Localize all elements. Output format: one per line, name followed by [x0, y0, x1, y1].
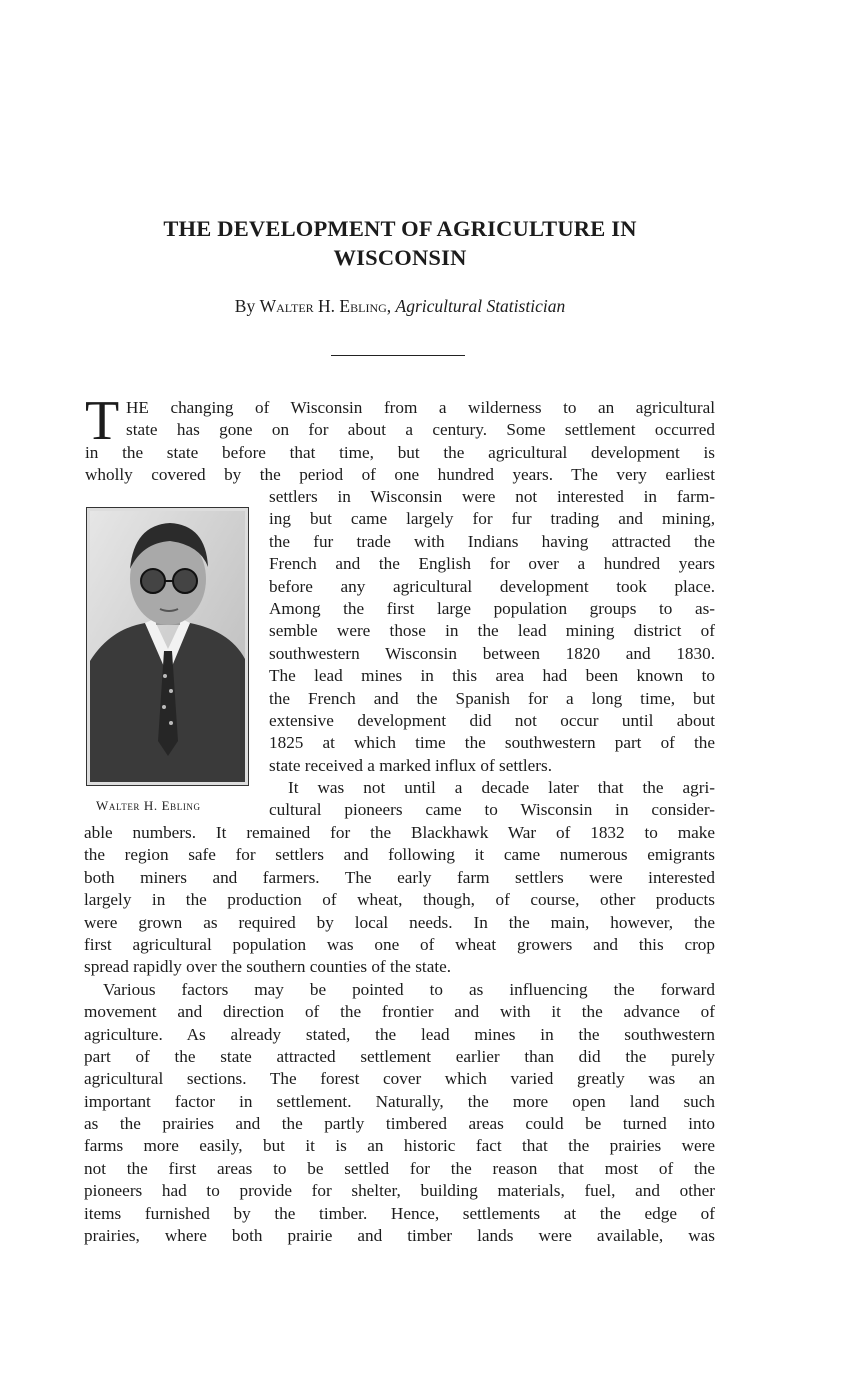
text-line: The lead mines in this area had been known to	[269, 666, 715, 686]
text-line: spread rapidly over the southern counties of the state.	[84, 957, 452, 977]
text-line: the fur trade with Indians having attracted the	[269, 531, 715, 551]
text-line: important factor in settlement. Naturally, the more open land such	[84, 1091, 715, 1111]
author-role: Agricultural Statistician	[395, 296, 566, 316]
text-line: It was not until a decade later that the agri-	[288, 778, 715, 798]
text-line: as the prairies and the partly timbered areas could be turned into	[84, 1114, 715, 1134]
text-line: prairies, where both prairie and timber lands were available, was	[84, 1226, 715, 1246]
text-line: Among the first large population groups to as-	[269, 598, 715, 618]
article-title	[100, 214, 700, 272]
text-line: settlers in Wisconsin were not interested in farm-	[269, 487, 715, 506]
text-line: both miners and farmers. The early farm settlers were interested	[84, 867, 715, 887]
drop-cap: T	[85, 390, 120, 452]
byline-prefix: By	[234, 296, 256, 316]
text-line: able numbers. It remained for the Blackhawk War of 1832 to make	[84, 823, 715, 842]
text-line: pioneers had to provide for shelter, building materials, fuel, and other	[84, 1181, 715, 1201]
paragraph-continued	[84, 822, 715, 1247]
portrait-photo	[90, 511, 245, 782]
text-line: items furnished by the timber. Hence, settlements at the edge of	[84, 1203, 715, 1223]
title-line-1: THE DEVELOPMENT OF AGRICULTURE IN	[163, 216, 637, 241]
text-line: part of the state attracted settlement earlier than did the purely	[84, 1046, 715, 1066]
text-line: wholly covered by the period of one hundred years. The very earliest	[85, 465, 715, 485]
text-line: southwestern Wisconsin between 1820 and 1830.	[269, 643, 715, 663]
text-line: Various factors may be pointed to as influencing the forward	[103, 979, 715, 999]
paragraph-intro	[85, 390, 715, 487]
text-line: not the first areas to be settled for the reason that most of the	[84, 1158, 715, 1178]
portrait-caption: Walter H. Ebling	[96, 798, 201, 813]
text-line: were grown as required by local needs. In the main, however, the	[84, 912, 715, 932]
text-line: agriculture. As already stated, the lead mines in the southwestern	[84, 1024, 715, 1044]
text-line: cultural pioneers came to Wisconsin in consider-	[269, 800, 715, 820]
byline	[100, 294, 700, 318]
text-line: before any agricultural development took place.	[269, 576, 715, 596]
text-line: ing but came largely for fur trading and mining,	[269, 509, 715, 529]
text-line: HE changing of Wisconsin from a wilderness to an agricultural	[126, 398, 715, 417]
title-divider	[331, 355, 465, 356]
text-line: first agricultural population was one of wheat growers and this crop	[84, 934, 715, 954]
text-line: largely in the production of wheat, though, of course, other products	[84, 890, 715, 910]
author-name: Walter H. Ebling,	[259, 296, 392, 316]
text-line: state received a marked influx of settlers.	[269, 755, 552, 775]
text-line: the French and the Spanish for a long time, but	[269, 688, 715, 708]
text-line: farms more easily, but it is an historic fact that the prairies were	[84, 1136, 715, 1156]
title-line-2: WISCONSIN	[333, 245, 467, 270]
text-line: the region safe for settlers and following it came numerous emigrants	[84, 845, 715, 865]
text-line: agricultural sections. The forest cover which varied greatly was an	[84, 1069, 715, 1089]
text-line: extensive development did not occur until about	[269, 710, 715, 730]
text-line: movement and direction of the frontier and with it the advance of	[84, 1002, 715, 1022]
text-line: state has gone on for about a century. Some settlement occurred	[126, 420, 715, 440]
text-line: French and the English for over a hundred years	[269, 554, 715, 574]
paragraph-column	[269, 486, 715, 822]
text-line: in the state before that time, but the agricultural development is	[85, 442, 715, 462]
text-line: 1825 at which time the southwestern part of the	[269, 733, 715, 753]
author-portrait	[86, 507, 249, 786]
text-line: semble were those in the lead mining district of	[269, 621, 715, 641]
